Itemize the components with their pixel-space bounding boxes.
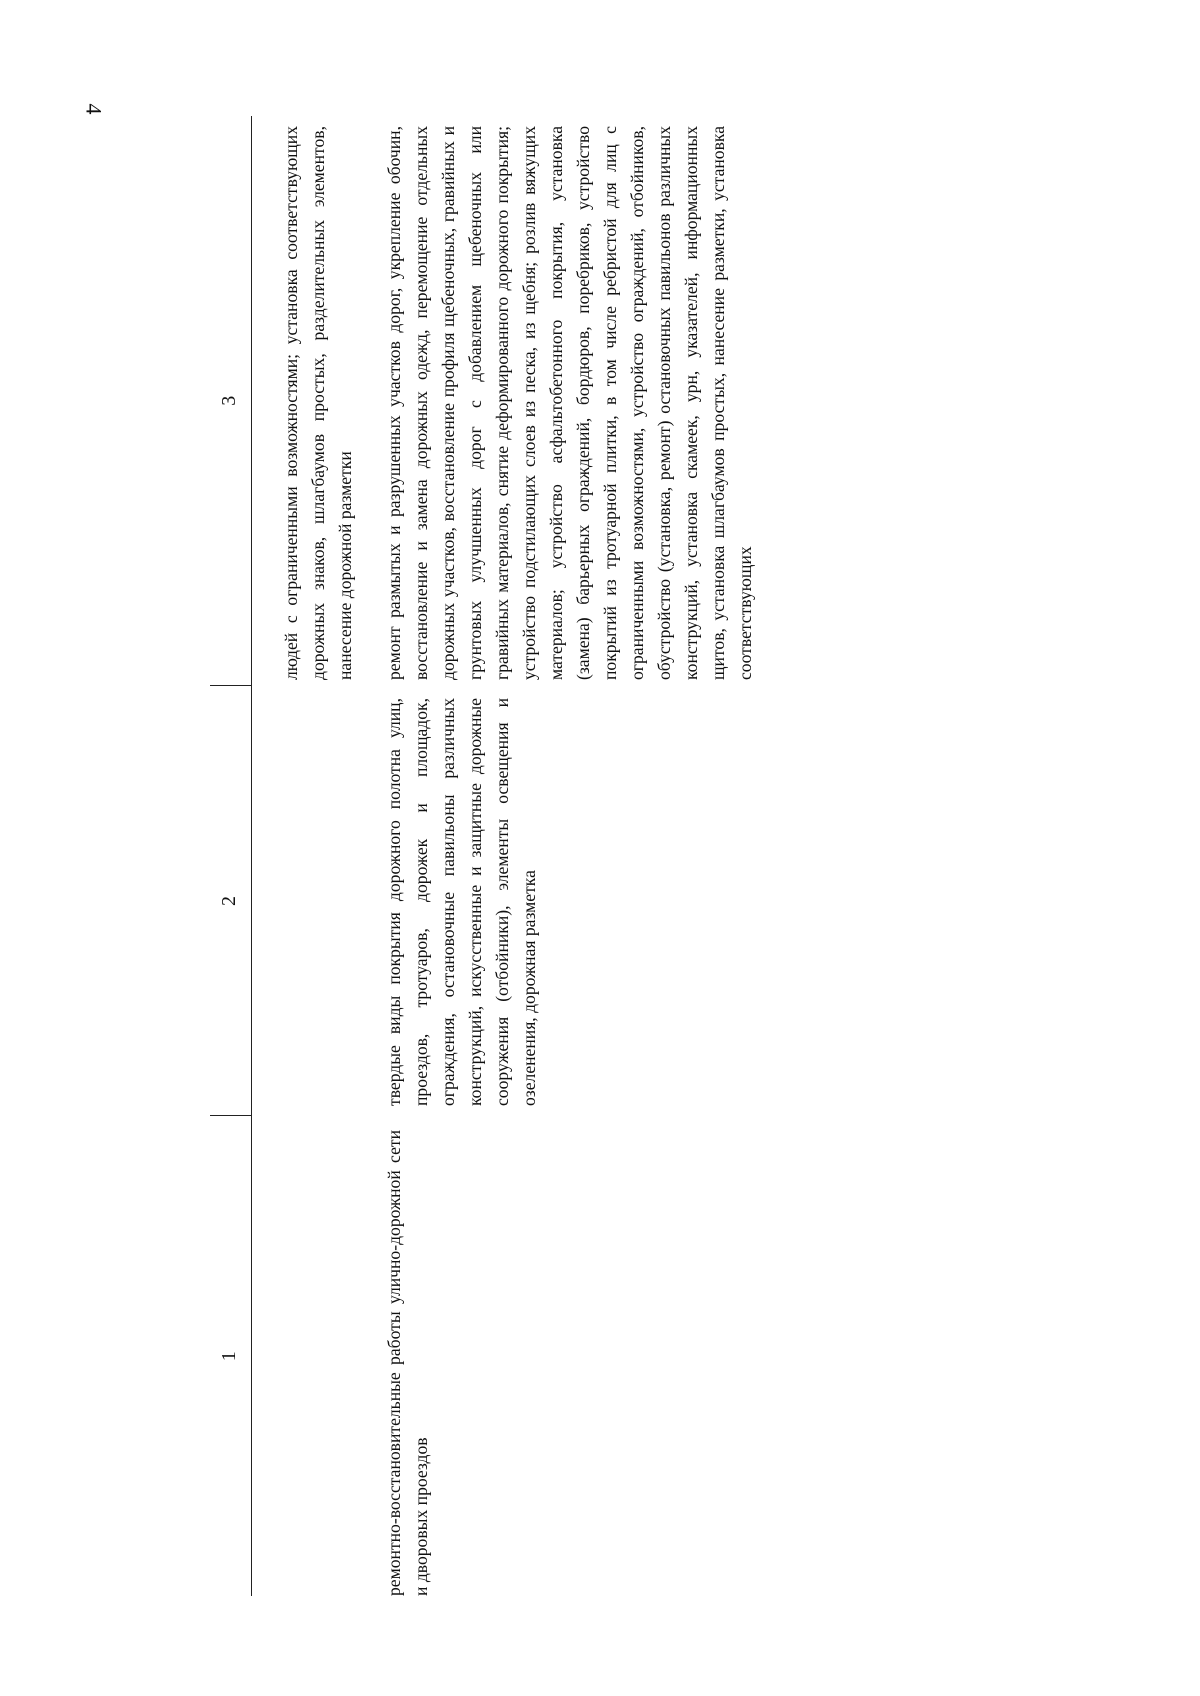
header-col-1: 1: [218, 1351, 240, 1362]
cell-work-list: ремонт размытых и разрушенных участков дорог, укрепление обочин, восстановление и замена дорожных одежд, перемощение отдельных дорожных участков, восстановление профиля щебеночных, гравийных и грунтовых улучшенных дорог с добавлением щебеночных или гравийных материалов, снятие деформированного дорожного покрытия; устройство подстилающих слоев из песка, из щебня; розлив вяжущих материалов; устройство асфальтобетонного покрытия, установка (замена) барьерных ограждений, бордюров, поребриков, устройство покрытий из тротуарной плитки, в том числе ребристой для лиц с ограниченными возможностями, устройство ограждений, отбойников, обустройство (установка, ремонт) остановочных павильонов различных конструкций, установка скамеек, урн, указателей, информационных щитов, установка шлагбаумов простых, нанесение разметки, установка соответствующих: [384, 126, 755, 680]
page-number: 4: [81, 103, 107, 115]
works-table: [210, 116, 759, 1596]
table-header: [210, 116, 252, 1596]
cell-objects: твердые виды покрытия дорожного полотна улиц, проездов, тротуаров, дорожек и площадок, ограждения, остановочные павильоны различных конструкций, искусственные и защитные дорожные сооружения (отбойники), элементы освещения и озеленения, дорожная разметка: [384, 698, 539, 1106]
table-row-road-repair: [381, 116, 759, 1596]
header-col-2: 2: [210, 686, 252, 1116]
cell-work-type: [252, 1116, 382, 1596]
cell-work-list: людей с ограниченными возможностями; установка соответствующих дорожных знаков, шлагбаумов простых, разделительных элементов, нанесение дорожной разметки: [281, 126, 355, 680]
rotated-table-container: [210, 116, 1060, 1596]
header-col-3: 3: [210, 116, 252, 686]
table-row-continuation: [252, 116, 382, 1596]
cell-objects: [252, 686, 382, 1116]
cell-work-type: ремонтно-восстановительные работы улично-дорожной сети и дворовых проездов: [384, 1130, 431, 1596]
